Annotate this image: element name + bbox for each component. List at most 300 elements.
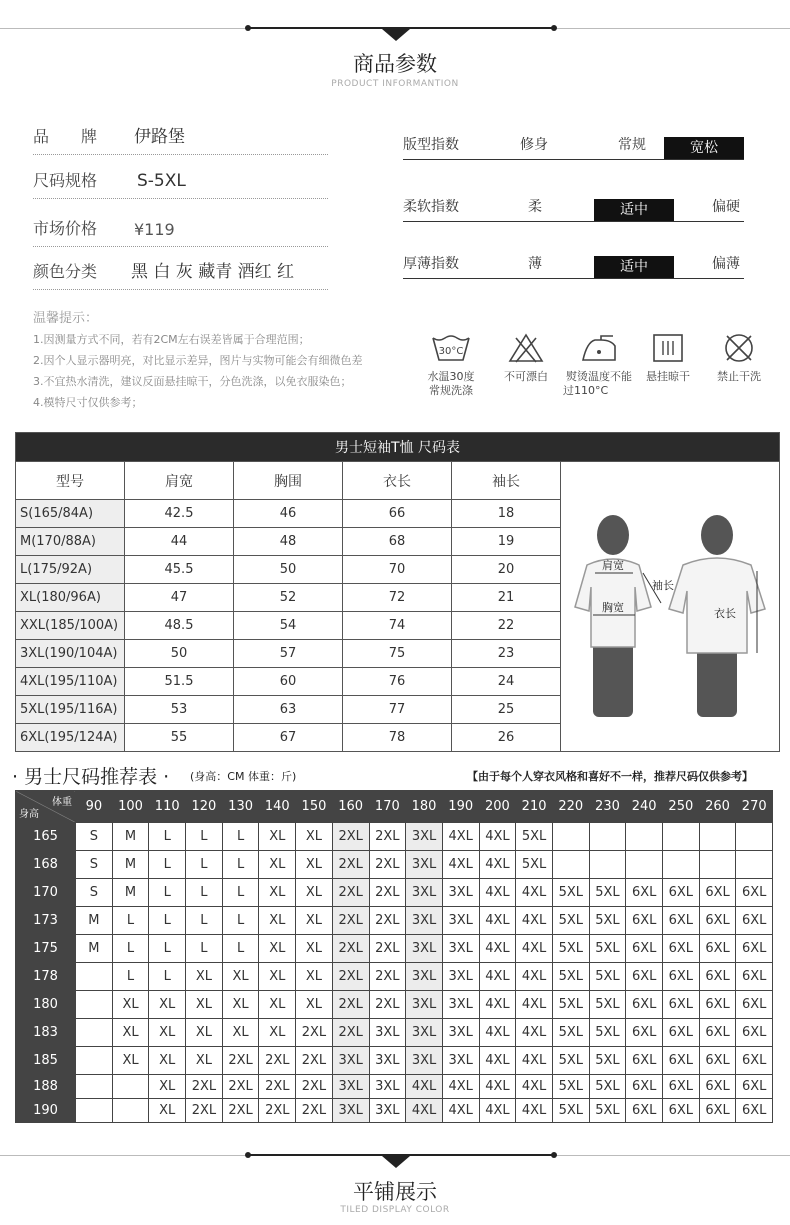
size-table-title: 男士短袖T恤 尺码表 — [16, 433, 780, 462]
rec-weight-header: 140 — [259, 791, 296, 823]
rec-cell: 3XL — [369, 1047, 406, 1075]
index-label: 厚薄指数 — [403, 256, 459, 272]
rec-cell: 2XL — [296, 1047, 333, 1075]
rec-cell: XL — [112, 1019, 149, 1047]
rec-cell: 2XL — [369, 879, 406, 907]
rec-cell: 3XL — [406, 907, 443, 935]
size-cell: 20 — [452, 556, 561, 584]
care-text: 禁止干洗 — [717, 370, 761, 383]
rec-cell: 4XL — [479, 1019, 516, 1047]
rec-cell — [552, 851, 589, 879]
rec-cell: 6XL — [699, 963, 736, 991]
rec-cell: L — [112, 963, 149, 991]
size-header: 肩宽 — [125, 462, 234, 500]
hang-dry-icon — [650, 330, 686, 366]
care-text: 过110°C — [563, 384, 609, 397]
rec-cell: L — [186, 851, 223, 879]
rec-height-header: 190 — [16, 1099, 76, 1123]
rec-cell: XL — [222, 963, 259, 991]
rec-cell: 2XL — [369, 991, 406, 1019]
rec-cell: 5XL — [552, 991, 589, 1019]
rec-cell: 6XL — [663, 963, 700, 991]
rec-cell: 5XL — [589, 1075, 626, 1099]
spec-colors — [33, 256, 328, 290]
rec-cell: 4XL — [516, 879, 553, 907]
rec-row — [16, 879, 773, 907]
rec-height-header: 175 — [16, 935, 76, 963]
rec-cell: 5XL — [552, 1047, 589, 1075]
rec-cell: 6XL — [736, 879, 773, 907]
rec-weight-header: 260 — [699, 791, 736, 823]
rec-cell: 6XL — [736, 1099, 773, 1123]
care-wash — [420, 330, 482, 398]
rec-row — [16, 851, 773, 879]
rec-cell: L — [186, 879, 223, 907]
size-cell: 42.5 — [125, 500, 234, 528]
tip-line: 3.不宜热水清洗，建议反面悬挂晾干，分色洗涤，以免衣服染色； — [33, 375, 352, 388]
rec-cell: 2XL — [186, 1099, 223, 1123]
rec-weight-header: 130 — [222, 791, 259, 823]
rec-cell: 6XL — [736, 907, 773, 935]
rec-cell — [112, 1075, 149, 1099]
rec-unit-note: (身高：CM 体重：斤) — [190, 770, 297, 783]
rec-cell: XL — [259, 823, 296, 851]
rec-cell: 2XL — [332, 879, 369, 907]
rec-cell: XL — [259, 851, 296, 879]
rec-cell — [76, 1075, 113, 1099]
rec-cell: L — [112, 907, 149, 935]
rec-cell: 5XL — [589, 1047, 626, 1075]
rec-cell — [663, 851, 700, 879]
rec-cell: 2XL — [332, 1019, 369, 1047]
rec-cell: 6XL — [736, 1019, 773, 1047]
rec-cell: 4XL — [516, 991, 553, 1019]
rec-cell: 6XL — [626, 1075, 663, 1099]
size-cell: 48.5 — [125, 612, 234, 640]
rec-cell: XL — [112, 1047, 149, 1075]
tip-line: 4.模特尺寸仅供参考； — [33, 396, 143, 409]
rec-cell: 4XL — [479, 851, 516, 879]
rec-cell: 6XL — [699, 907, 736, 935]
rec-cell: 6XL — [626, 1019, 663, 1047]
size-cell: 76 — [343, 668, 452, 696]
rec-cell: 4XL — [442, 1075, 479, 1099]
size-cell: 26 — [452, 724, 561, 752]
rec-row — [16, 1019, 773, 1047]
size-model: 5XL(195/116A) — [16, 696, 125, 724]
rec-cell: L — [222, 879, 259, 907]
index-label: 版型指数 — [403, 137, 459, 153]
rec-cell: 2XL — [259, 1047, 296, 1075]
rec-cell: 4XL — [442, 1099, 479, 1123]
care-iron — [560, 330, 638, 398]
rec-cell: M — [112, 851, 149, 879]
rec-cell: XL — [259, 1019, 296, 1047]
care-hang — [640, 330, 696, 384]
rec-cell: 2XL — [296, 1019, 333, 1047]
rec-cell: 4XL — [516, 935, 553, 963]
rec-cell: 6XL — [626, 991, 663, 1019]
rec-cell: 4XL — [479, 935, 516, 963]
rec-cell: L — [222, 935, 259, 963]
divider-arrow — [382, 1156, 410, 1168]
model-figure-image — [565, 487, 775, 727]
size-model: XL(180/96A) — [16, 584, 125, 612]
rec-cell: L — [149, 851, 186, 879]
size-header: 型号 — [16, 462, 125, 500]
rec-cell: XL — [149, 1075, 186, 1099]
rec-cell: XL — [149, 1099, 186, 1123]
rec-cell: XL — [296, 823, 333, 851]
rec-cell — [76, 991, 113, 1019]
size-cell: 24 — [452, 668, 561, 696]
rec-cell — [663, 823, 700, 851]
wash-30-icon — [429, 330, 473, 366]
size-cell: 57 — [234, 640, 343, 668]
size-cell: 45.5 — [125, 556, 234, 584]
rec-cell: 3XL — [406, 851, 443, 879]
rec-cell — [626, 823, 663, 851]
rec-cell: XL — [296, 991, 333, 1019]
rec-cell: 5XL — [589, 935, 626, 963]
size-table — [15, 432, 780, 752]
rec-cell: 6XL — [736, 1075, 773, 1099]
rec-weight-header: 230 — [589, 791, 626, 823]
rec-cell: XL — [296, 879, 333, 907]
rec-cell: 2XL — [369, 823, 406, 851]
rec-cell: 2XL — [369, 851, 406, 879]
rec-cell: 4XL — [516, 907, 553, 935]
rec-height-header: 168 — [16, 851, 76, 879]
rec-cell: 5XL — [589, 907, 626, 935]
rec-cell — [552, 823, 589, 851]
rec-cell: 3XL — [406, 991, 443, 1019]
spec-label: 颜色分类 — [33, 262, 98, 281]
rec-cell: 6XL — [663, 1099, 700, 1123]
rec-cell: 3XL — [332, 1047, 369, 1075]
rec-row — [16, 907, 773, 935]
rec-cell: 2XL — [369, 935, 406, 963]
rec-cell: L — [149, 907, 186, 935]
size-cell: 53 — [125, 696, 234, 724]
rec-cell: 3XL — [406, 935, 443, 963]
size-cell: 52 — [234, 584, 343, 612]
rec-cell: 3XL — [406, 963, 443, 991]
rec-cell: M — [76, 935, 113, 963]
size-cell: 21 — [452, 584, 561, 612]
size-header: 袖长 — [452, 462, 561, 500]
rec-cell: 2XL — [259, 1075, 296, 1099]
rec-cell: L — [149, 823, 186, 851]
rec-cell: 3XL — [369, 1075, 406, 1099]
rec-height-header: 173 — [16, 907, 76, 935]
rec-cell: 4XL — [442, 823, 479, 851]
spec-label: 品 牌 — [33, 127, 98, 146]
rec-weight-header: 160 — [332, 791, 369, 823]
iron-icon — [577, 330, 621, 366]
no-dry-clean-icon — [721, 330, 757, 366]
rec-cell: 6XL — [736, 991, 773, 1019]
index-opt-selected: 宽松 — [664, 137, 744, 159]
rec-cell: 2XL — [332, 963, 369, 991]
rec-cell: 6XL — [663, 1047, 700, 1075]
spec-value: 伊路堡 — [134, 127, 185, 147]
rec-cell — [589, 851, 626, 879]
rec-cell: 2XL — [332, 851, 369, 879]
rec-cell: XL — [186, 1047, 223, 1075]
rec-corner-weight: 体重 — [52, 797, 72, 808]
rec-weight-header: 180 — [406, 791, 443, 823]
index-opt: 薄 — [528, 256, 542, 272]
rec-cell: 6XL — [626, 1099, 663, 1123]
rec-cell: 6XL — [663, 879, 700, 907]
rec-weight-header: 120 — [186, 791, 223, 823]
size-cell: 51.5 — [125, 668, 234, 696]
rec-weight-header: 210 — [516, 791, 553, 823]
rec-cell: XL — [259, 879, 296, 907]
rec-row — [16, 935, 773, 963]
rec-cell: 4XL — [479, 1099, 516, 1123]
rec-cell: 5XL — [552, 1075, 589, 1099]
rec-cell — [626, 851, 663, 879]
rec-cell: 5XL — [552, 1099, 589, 1123]
rec-cell: 2XL — [222, 1099, 259, 1123]
rec-cell: 3XL — [442, 991, 479, 1019]
rec-cell: 6XL — [663, 1075, 700, 1099]
rec-cell: M — [112, 823, 149, 851]
rec-weight-header: 250 — [663, 791, 700, 823]
rec-disclaimer: 【由于每个人穿衣风格和喜好不一样，推荐尺码仅供参考】 — [467, 770, 753, 783]
spec-label: 尺码规格 — [33, 171, 98, 190]
figure-length-label: 衣长 — [714, 606, 736, 620]
size-model: XXL(185/100A) — [16, 612, 125, 640]
rec-cell: 2XL — [369, 963, 406, 991]
rec-weight-header: 100 — [112, 791, 149, 823]
figure-sleeve-label: 袖长 — [652, 578, 674, 592]
rec-cell: L — [149, 879, 186, 907]
rec-cell: 4XL — [479, 963, 516, 991]
size-model: 4XL(195/110A) — [16, 668, 125, 696]
rec-cell: 3XL — [442, 907, 479, 935]
size-cell: 54 — [234, 612, 343, 640]
rec-cell: 5XL — [589, 1099, 626, 1123]
rec-cell: 4XL — [516, 1075, 553, 1099]
rec-height-header: 178 — [16, 963, 76, 991]
params-title: 商品参数 — [353, 52, 437, 76]
rec-cell: 2XL — [296, 1075, 333, 1099]
tiled-title: 平铺展示 — [353, 1180, 437, 1204]
rec-cell — [76, 1019, 113, 1047]
size-cell: 44 — [125, 528, 234, 556]
index-label: 柔软指数 — [403, 199, 459, 215]
rec-cell: 3XL — [369, 1019, 406, 1047]
rec-table — [15, 790, 773, 1123]
rec-cell: XL — [222, 1019, 259, 1047]
size-cell: 74 — [343, 612, 452, 640]
rec-row — [16, 1099, 773, 1123]
rec-cell: L — [186, 907, 223, 935]
figure-shoulder-label: 肩宽 — [602, 558, 624, 572]
rec-cell — [76, 963, 113, 991]
divider-arrow — [382, 29, 410, 41]
spec-price — [33, 213, 328, 247]
rec-cell: L — [222, 851, 259, 879]
rec-cell: 5XL — [552, 935, 589, 963]
rec-cell: 6XL — [699, 1019, 736, 1047]
rec-cell: 2XL — [222, 1075, 259, 1099]
size-model: L(175/92A) — [16, 556, 125, 584]
rec-cell: XL — [296, 963, 333, 991]
rec-cell: XL — [296, 935, 333, 963]
rec-cell: 2XL — [259, 1099, 296, 1123]
rec-cell: 6XL — [663, 935, 700, 963]
rec-cell: XL — [112, 991, 149, 1019]
rec-cell: XL — [186, 963, 223, 991]
rec-cell: 3XL — [442, 1047, 479, 1075]
size-figure-cell — [561, 462, 780, 752]
rec-cell: 6XL — [626, 963, 663, 991]
tip-line: 2.因个人显示器明亮，对比显示差异，图片与实物可能会有细微色差 — [33, 354, 363, 367]
rec-cell: 5XL — [552, 907, 589, 935]
rec-weight-header: 90 — [76, 791, 113, 823]
rec-cell: XL — [186, 991, 223, 1019]
rec-cell: 5XL — [552, 879, 589, 907]
rec-cell: 4XL — [479, 879, 516, 907]
rec-cell: 4XL — [479, 823, 516, 851]
size-header: 胸围 — [234, 462, 343, 500]
rec-cell — [699, 823, 736, 851]
spec-size — [33, 165, 328, 199]
rec-cell: 6XL — [663, 991, 700, 1019]
rec-cell: 3XL — [406, 1019, 443, 1047]
size-cell: 47 — [125, 584, 234, 612]
size-cell: 48 — [234, 528, 343, 556]
divider-dot-left — [245, 25, 251, 31]
rec-cell: 3XL — [369, 1099, 406, 1123]
rec-cell: 4XL — [516, 1047, 553, 1075]
divider-dot-left — [245, 1152, 251, 1158]
rec-cell: XL — [149, 991, 186, 1019]
rec-row — [16, 991, 773, 1019]
size-cell: 18 — [452, 500, 561, 528]
rec-cell: XL — [259, 991, 296, 1019]
rec-cell: XL — [222, 991, 259, 1019]
size-cell: 23 — [452, 640, 561, 668]
rec-cell: 4XL — [479, 991, 516, 1019]
care-bleach — [497, 330, 555, 384]
rec-title: · 男士尺码推荐表 · — [12, 766, 170, 788]
rec-cell: 4XL — [479, 1075, 516, 1099]
rec-cell: 5XL — [552, 963, 589, 991]
rec-row — [16, 1075, 773, 1099]
rec-row — [16, 1047, 773, 1075]
rec-cell: S — [76, 879, 113, 907]
rec-cell: 3XL — [406, 823, 443, 851]
rec-height-header: 165 — [16, 823, 76, 851]
index-opt: 柔 — [528, 199, 542, 215]
rec-cell: 5XL — [516, 851, 553, 879]
spec-value: 黑 白 灰 藏青 酒红 红 — [131, 262, 295, 282]
index-softness — [403, 192, 744, 222]
rec-cell: 4XL — [442, 851, 479, 879]
rec-cell: XL — [149, 1019, 186, 1047]
size-model: S(165/84A) — [16, 500, 125, 528]
rec-cell: XL — [296, 851, 333, 879]
rec-cell: S — [76, 851, 113, 879]
size-cell: 19 — [452, 528, 561, 556]
rec-cell — [76, 1099, 113, 1123]
rec-weight-header: 150 — [296, 791, 333, 823]
rec-row — [16, 823, 773, 851]
rec-cell: 4XL — [479, 1047, 516, 1075]
no-bleach-icon — [506, 330, 546, 366]
rec-cell: 3XL — [332, 1075, 369, 1099]
rec-cell: 6XL — [626, 935, 663, 963]
size-cell: 70 — [343, 556, 452, 584]
index-opt: 修身 — [520, 137, 548, 153]
rec-cell: XL — [186, 1019, 223, 1047]
rec-cell: 5XL — [589, 991, 626, 1019]
size-cell: 50 — [125, 640, 234, 668]
rec-cell: 6XL — [736, 1047, 773, 1075]
size-cell: 55 — [125, 724, 234, 752]
size-cell: 68 — [343, 528, 452, 556]
size-header: 衣长 — [343, 462, 452, 500]
spec-value: ¥119 — [134, 220, 175, 239]
rec-cell: 5XL — [516, 823, 553, 851]
rec-cell: 6XL — [736, 963, 773, 991]
divider-dot-right — [551, 25, 557, 31]
size-cell: 77 — [343, 696, 452, 724]
rec-cell: XL — [259, 963, 296, 991]
rec-cell: 6XL — [699, 879, 736, 907]
size-model: 3XL(190/104A) — [16, 640, 125, 668]
rec-height-header: 183 — [16, 1019, 76, 1047]
spec-brand — [33, 121, 328, 155]
rec-cell: 2XL — [332, 991, 369, 1019]
rec-cell: 3XL — [442, 935, 479, 963]
size-cell: 67 — [234, 724, 343, 752]
rec-cell: 4XL — [406, 1075, 443, 1099]
figure-chest-label: 胸宽 — [602, 600, 624, 614]
size-cell: 72 — [343, 584, 452, 612]
spec-label: 市场价格 — [33, 219, 98, 238]
rec-corner — [16, 791, 76, 823]
index-thickness — [403, 249, 744, 279]
rec-cell: 5XL — [589, 879, 626, 907]
rec-cell: 2XL — [296, 1099, 333, 1123]
care-text: 不可漂白 — [504, 370, 548, 383]
rec-cell: 4XL — [516, 963, 553, 991]
rec-cell: 5XL — [589, 1019, 626, 1047]
rec-cell: L — [222, 823, 259, 851]
rec-cell: 4XL — [516, 1099, 553, 1123]
rec-cell: 6XL — [699, 1075, 736, 1099]
rec-cell: 3XL — [406, 879, 443, 907]
rec-cell: 6XL — [699, 935, 736, 963]
rec-cell: 6XL — [626, 907, 663, 935]
rec-cell — [112, 1099, 149, 1123]
rec-cell: 2XL — [332, 935, 369, 963]
care-text: 熨烫温度不能 — [566, 370, 632, 383]
rec-cell: M — [76, 907, 113, 935]
size-model: M(170/88A) — [16, 528, 125, 556]
size-cell: 60 — [234, 668, 343, 696]
rec-cell: 6XL — [699, 1047, 736, 1075]
rec-cell: 6XL — [663, 907, 700, 935]
tips-heading: 温馨提示： — [33, 311, 99, 326]
tiled-subtitle: TILED DISPLAY COLOR — [340, 1205, 450, 1215]
